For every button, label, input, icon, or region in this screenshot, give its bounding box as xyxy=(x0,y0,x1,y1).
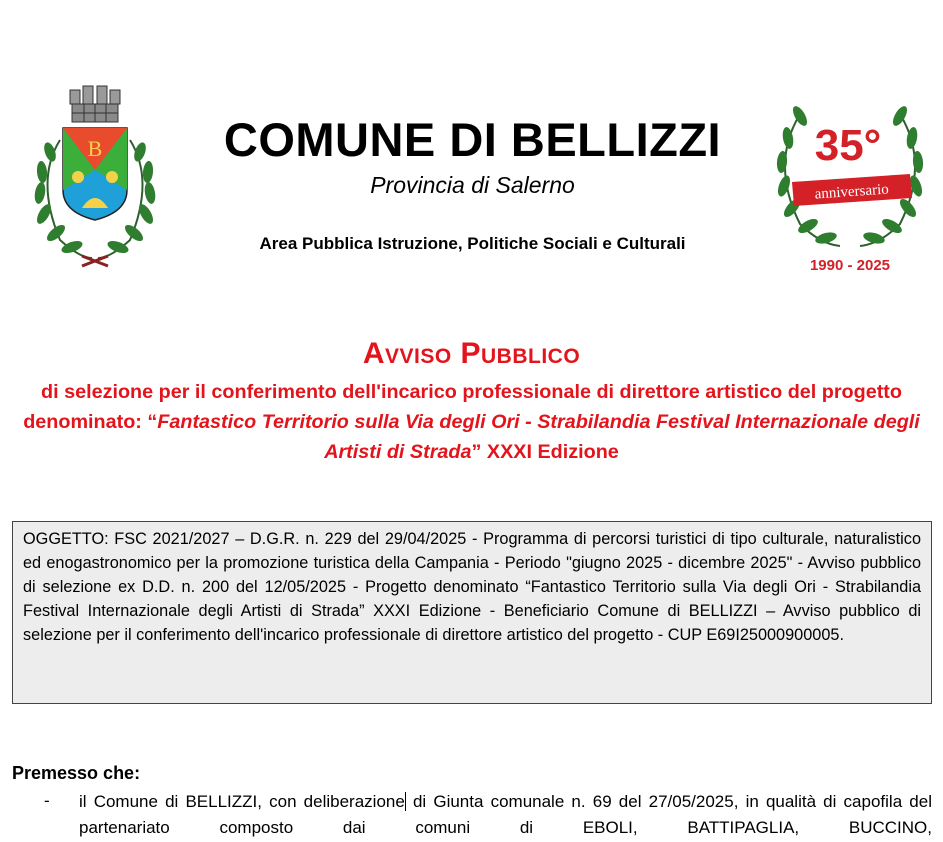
avviso-subtitle xyxy=(10,377,933,467)
premesso-heading: Premesso che: xyxy=(12,763,141,783)
list-item-text-a: il Comune di BELLIZZI, con deliberazione xyxy=(79,792,405,811)
crown-icon xyxy=(70,86,120,122)
oggetto-box xyxy=(12,521,932,704)
badge-ribbon-text: anniversario xyxy=(814,181,890,203)
shield-icon xyxy=(63,128,127,220)
badge-years: 1990 - 2025 xyxy=(809,257,891,274)
avviso-subtitle-lead: di selezione per il conferimento dell'incarico professionale di direttore artistico del progetto denominato: “ xyxy=(23,381,902,433)
ribbon-icon xyxy=(82,256,108,266)
list-item xyxy=(79,789,932,841)
project-name: Fantastico Territorio sulla Via degli Ori - Strabilandia Festival Internazionale degli Artisti di Strada xyxy=(157,411,920,463)
anniversary-badge xyxy=(770,94,930,274)
avviso-subtitle-tail: ” XXXI Edizione xyxy=(471,441,619,463)
crest-letter: B xyxy=(87,136,103,161)
avviso-title: Avviso Pubblico xyxy=(362,337,581,370)
comune-crest-emblem xyxy=(20,80,170,275)
list-item-text-b: di Giunta comunale n. 69 del 27/05/2025, in qualità di capofila del partenariato composto dai comuni di EBOLI, BATTIPAGLIA, BUCCINO, xyxy=(79,792,932,837)
area-department: Area Pubblica Istruzione, Politiche Sociali e Culturali xyxy=(259,234,686,253)
badge-number: 35° xyxy=(814,121,882,170)
comune-title: COMUNE DI BELLIZZI xyxy=(223,113,722,166)
list-bullet: - xyxy=(44,791,50,810)
provincia-subtitle: Provincia di Salerno xyxy=(370,172,575,198)
oggetto-text: OGGETTO: FSC 2021/2027 – D.G.R. n. 229 del 29/04/2025 - Programma di percorsi turistici di tipo culturale, naturalistico ed enogastronomico per la promozione turistica della Campania - Periodo "giugno 2025 - dicembre 2025" - Avviso pubblico di selezione ex D.D. n. 200 del 12/05/2025 - Progetto denominato “Fantastico Territorio sulla Via degli Ori - Strabilandia Festival Internazionale degli Artisti di Strada” XXXI Edizione - Beneficiario Comune di BELLIZZI – Avviso pubblico di selezione per il conferimento dell'incarico professionale di direttore artistico del progetto - CUP E69I25000900005. xyxy=(23,530,921,644)
